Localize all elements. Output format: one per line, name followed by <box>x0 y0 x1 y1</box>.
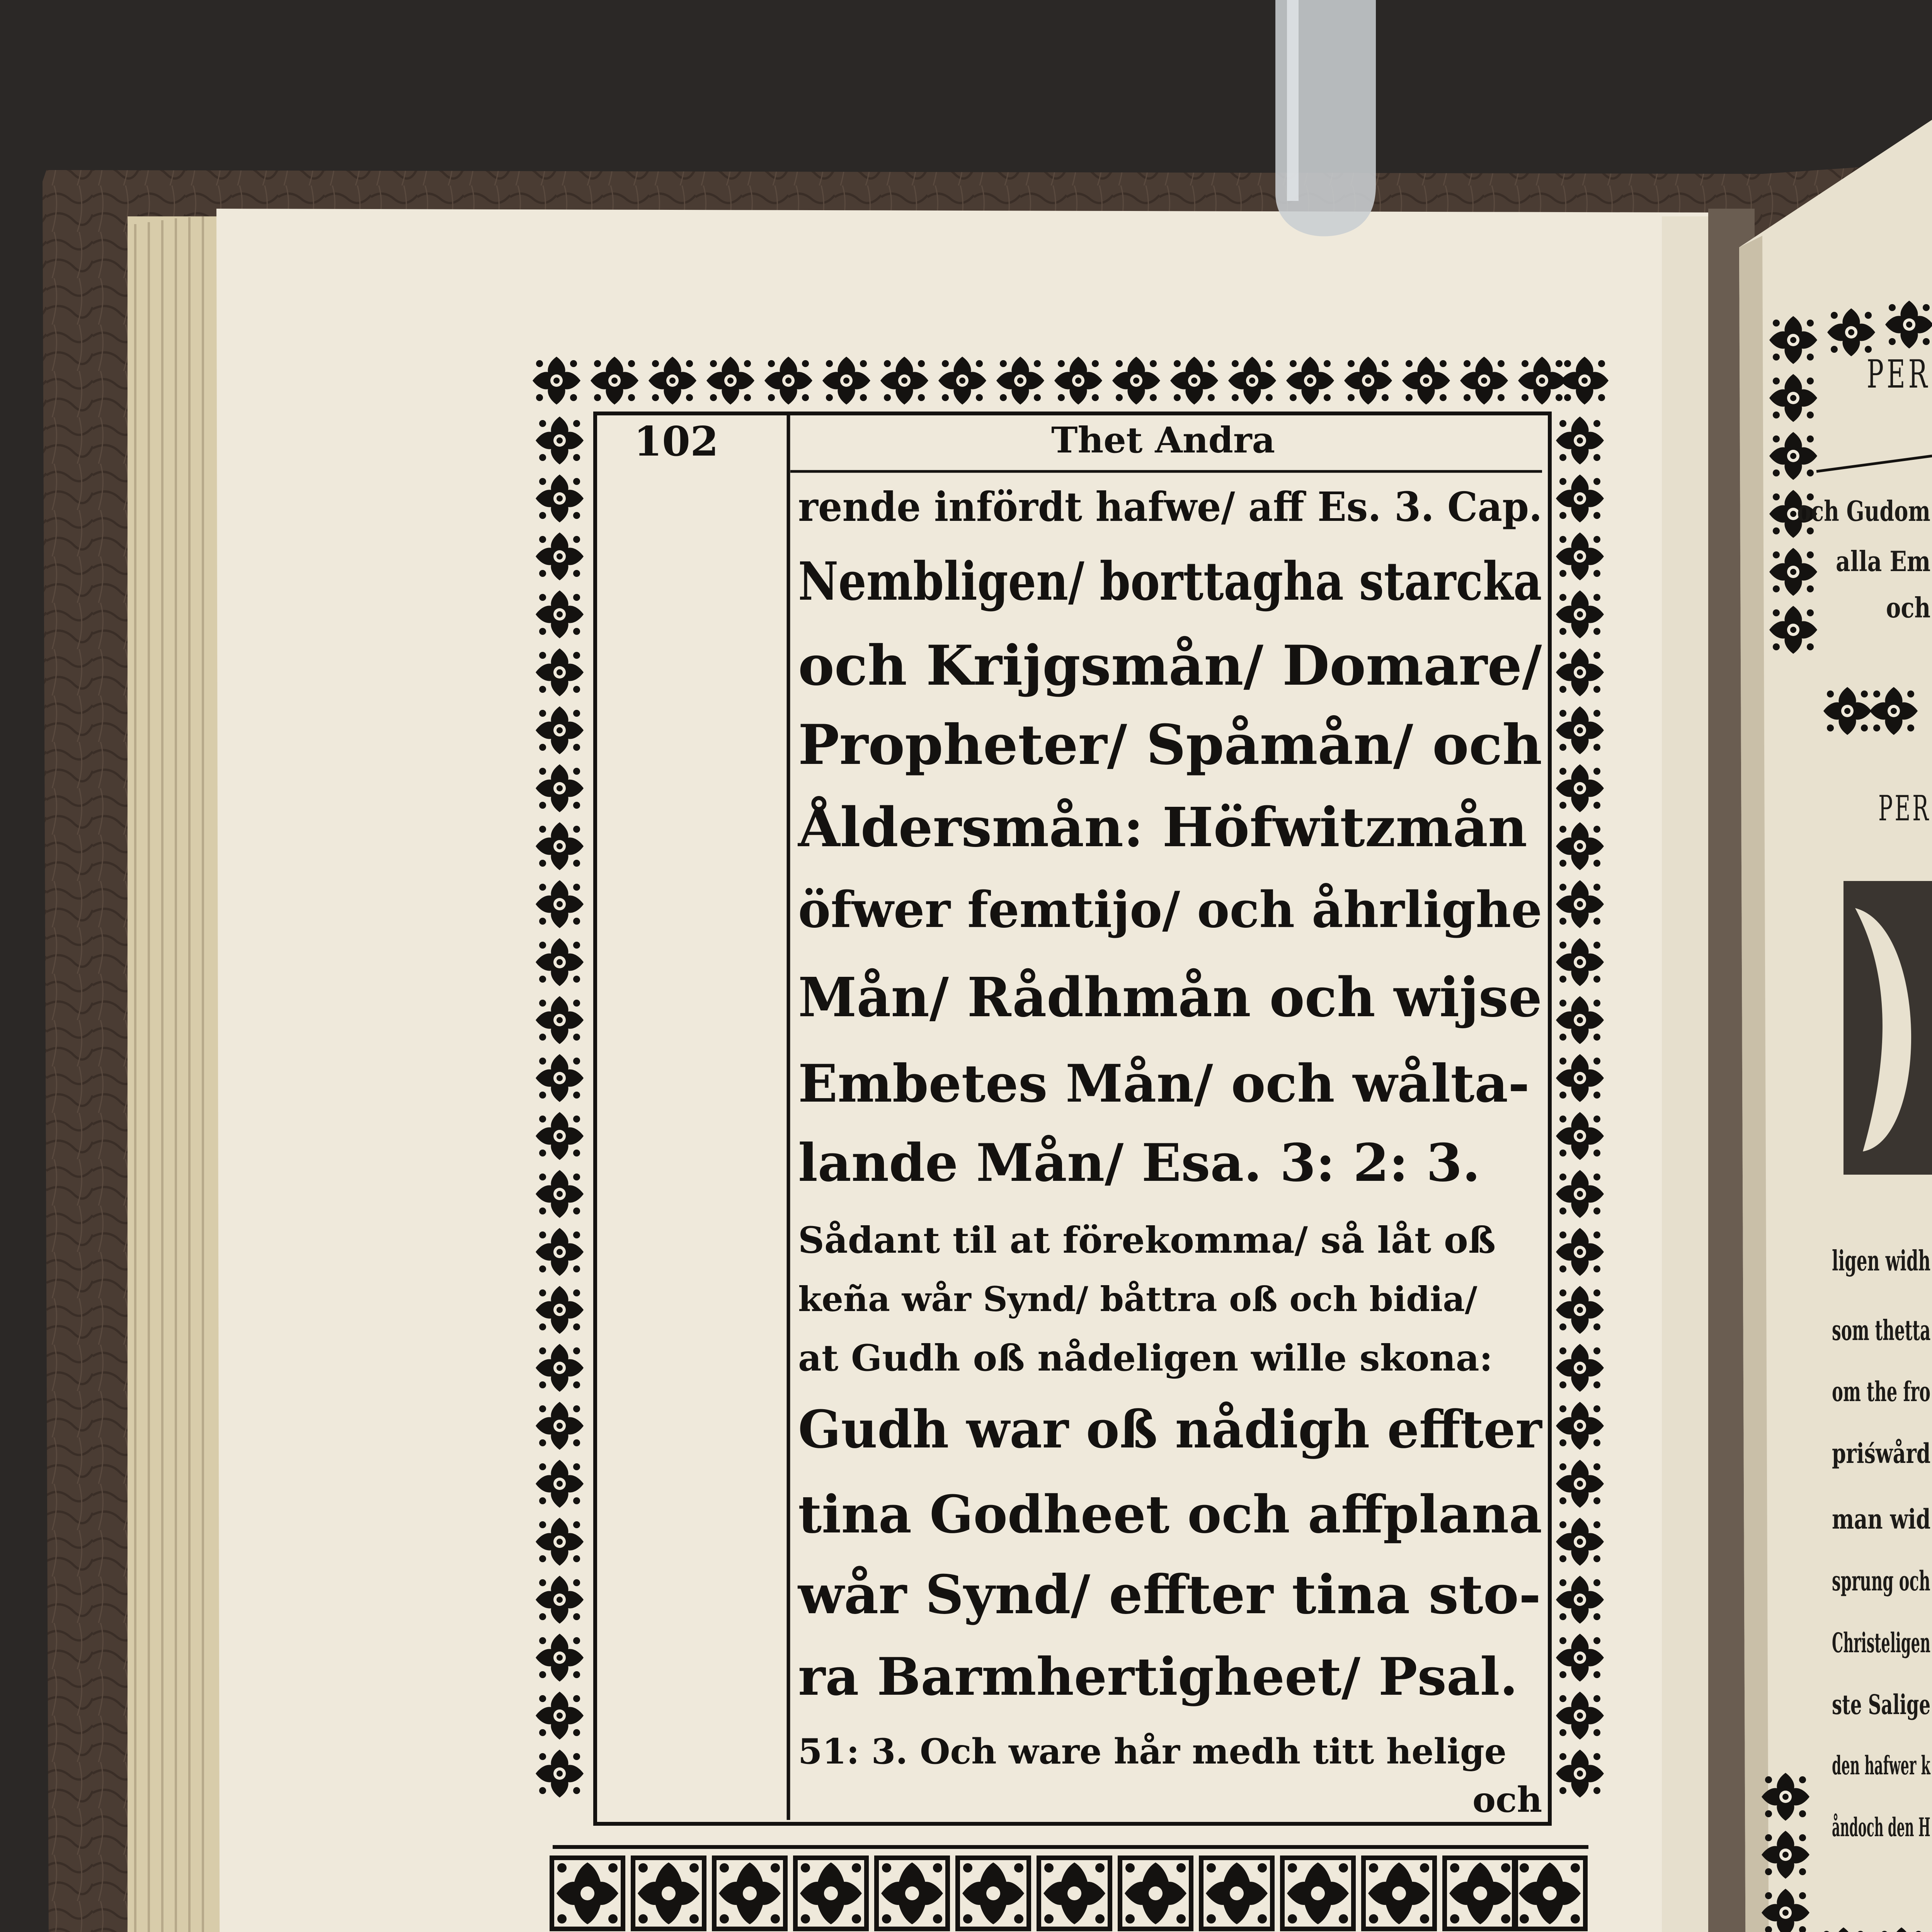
right-page-line: ligen widh <box>1832 1244 1931 1277</box>
body-line: tina Godheet och affplana <box>798 1484 1542 1545</box>
body-line: Åldersmån: Höfwitzmån <box>798 796 1527 859</box>
body-line: lande Mån/ Esa. 3: 2: 3. <box>798 1132 1481 1193</box>
right-page-line: åndoch den H <box>1832 1812 1930 1842</box>
body-line: rende infördt hafwe/ aff Es. 3. Cap. <box>798 483 1542 531</box>
right-page-header: PER <box>1867 352 1930 397</box>
right-page-line: och Gudom <box>1797 495 1930 527</box>
body-line: Gudh war oß nådigh effter <box>798 1399 1542 1460</box>
body-line: keña wår Synd/ båttra oß och bidia/ <box>798 1279 1478 1319</box>
right-page-line: alla Em <box>1836 545 1931 578</box>
right-page-line: som thetta <box>1832 1314 1931 1347</box>
body-line: 51: 3. Och ware hår medh titt helige <box>798 1731 1507 1772</box>
right-page-line: PER <box>1878 788 1931 829</box>
right-page-line: den hafwer k <box>1832 1750 1930 1781</box>
body-line: Sådant til at förekomma/ så låt oß <box>798 1219 1496 1262</box>
body-line: Embetes Mån/ och wålta- <box>798 1053 1530 1114</box>
body-line: öfwer femtijo/ och åhrlighe <box>798 881 1542 939</box>
catchword: och <box>1472 1779 1542 1820</box>
body-line: Mån/ Rådhmån och wijse <box>798 966 1542 1029</box>
right-page-line: om the fro <box>1832 1376 1930 1408</box>
body-line: at Gudh oß nådeligen wille skona: <box>798 1337 1493 1379</box>
right-page-line: Christeligen <box>1832 1627 1930 1659</box>
body-line: ra Barmhertigheet/ Psal. <box>798 1646 1518 1707</box>
right-page-line: priśwård <box>1832 1437 1931 1469</box>
body-line: Propheter/ Spåmån/ och <box>798 713 1542 777</box>
running-head: Thet Andra <box>1051 419 1275 461</box>
right-page-line: man wid <box>1832 1503 1931 1535</box>
right-page-line: sprung och <box>1832 1565 1930 1597</box>
body-line: wår Synd/ effter tina sto- <box>798 1563 1541 1626</box>
right-page-line: ste Salige <box>1832 1689 1931 1721</box>
body-line: Nembligen/ borttagha starcka <box>798 551 1542 612</box>
body-line: och Krijgsmån/ Domare/ <box>798 634 1542 698</box>
page-number: 102 <box>634 417 719 465</box>
right-page-line: och <box>1886 591 1931 624</box>
